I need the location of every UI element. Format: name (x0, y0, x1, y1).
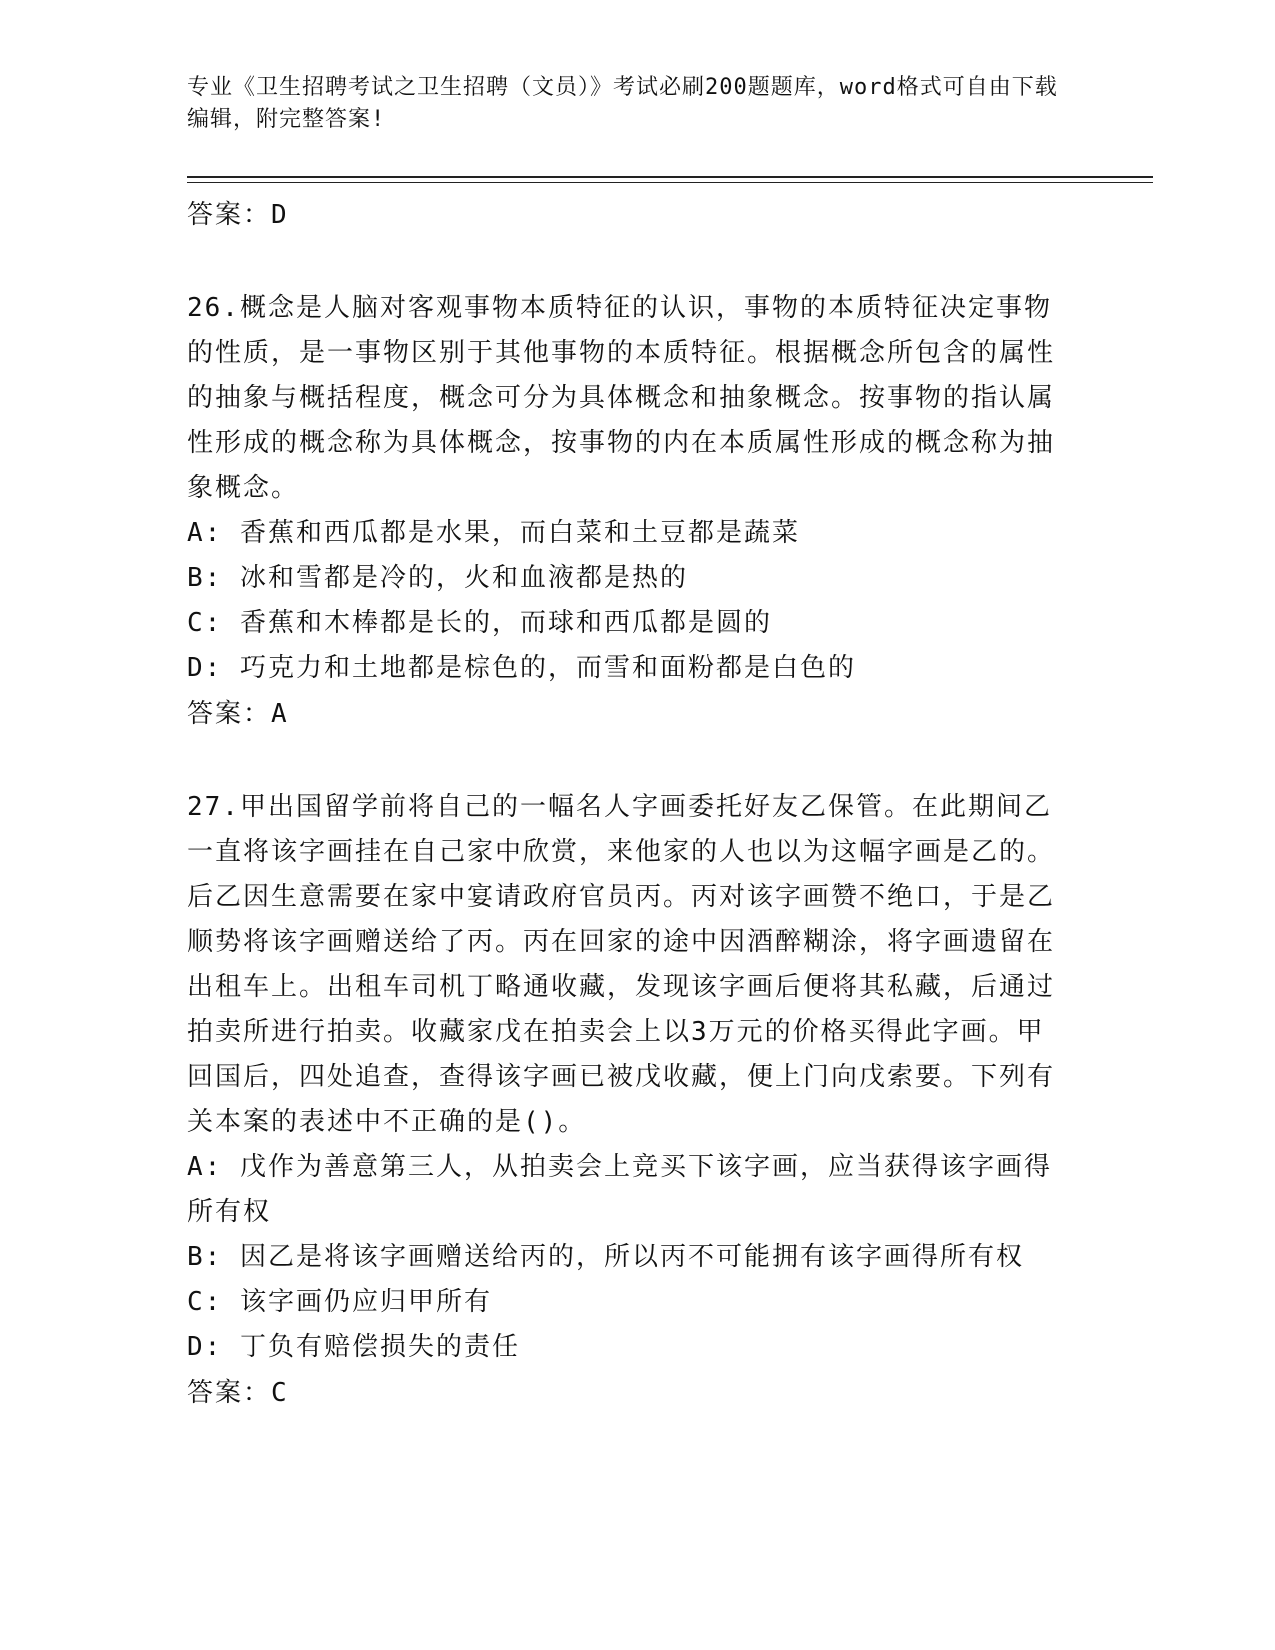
header-divider-thick (187, 176, 1153, 178)
question-block (187, 785, 1067, 1416)
option-c: C: 该字画仍应归甲所有 (187, 1287, 492, 1317)
option-c: C: 香蕉和木棒都是长的，而球和西瓜都是圆的 (187, 608, 772, 638)
question-stem: 26.概念是人脑对客观事物本质特征的认识，事物的本质特征决定事物的性质，是一事物区别于其他事物的本质特征。根据概念所包含的属性的抽象与概括程度，概念可分为具体概念和抽象概念。按事物的指认属性形成的概念称为具体概念，按事物的内在本质属性形成的概念称为抽象概念。 (187, 293, 1056, 503)
document-body (187, 188, 1067, 1416)
option-a: A: 戊作为善意第三人，从拍卖会上竞买下该字画，应当获得该字画得所有权 (187, 1152, 1052, 1227)
option-d: D: 丁负有赔偿损失的责任 (187, 1332, 520, 1362)
answer-line: 答案：C (187, 1378, 289, 1408)
option-d: D: 巧克力和土地都是棕色的，而雪和面粉都是白色的 (187, 653, 856, 683)
option-b: B: 因乙是将该字画赠送给丙的，所以丙不可能拥有该字画得所有权 (187, 1242, 1024, 1272)
answer-line: 答案：D (187, 200, 289, 230)
option-a: A: 香蕉和西瓜都是水果，而白菜和土豆都是蔬菜 (187, 518, 800, 548)
document-header: 专业《卫生招聘考试之卫生招聘（文员）》考试必刷200题题库，word格式可自由下载编辑，附完整答案! (187, 75, 1058, 132)
question-stem: 27.甲出国留学前将自己的一幅名人字画委托好友乙保管。在此期间乙一直将该字画挂在自己家中欣赏，来他家的人也以为这幅字画是乙的。后乙因生意需要在家中宴请政府官员丙。丙对该字画赞不绝口，于是乙顺势将该字画赠送给了丙。丙在回家的途中因酒醉糊涂，将字画遗留在出租车上。出租车司机丁略通收藏，发现该字画后便将其私藏，后通过拍卖所进行拍卖。收藏家戊在拍卖会上以3万元的价格买得此字画。甲回国后，四处追查，查得该字画已被戊收藏，便上门向戊索要。下列有关本案的表述中不正确的是()。 (187, 792, 1056, 1137)
header-divider-thin (187, 182, 1153, 183)
option-b: B: 冰和雪都是冷的，火和血液都是热的 (187, 563, 688, 593)
question-block (187, 286, 1067, 737)
answer-line: 答案：A (187, 699, 289, 729)
